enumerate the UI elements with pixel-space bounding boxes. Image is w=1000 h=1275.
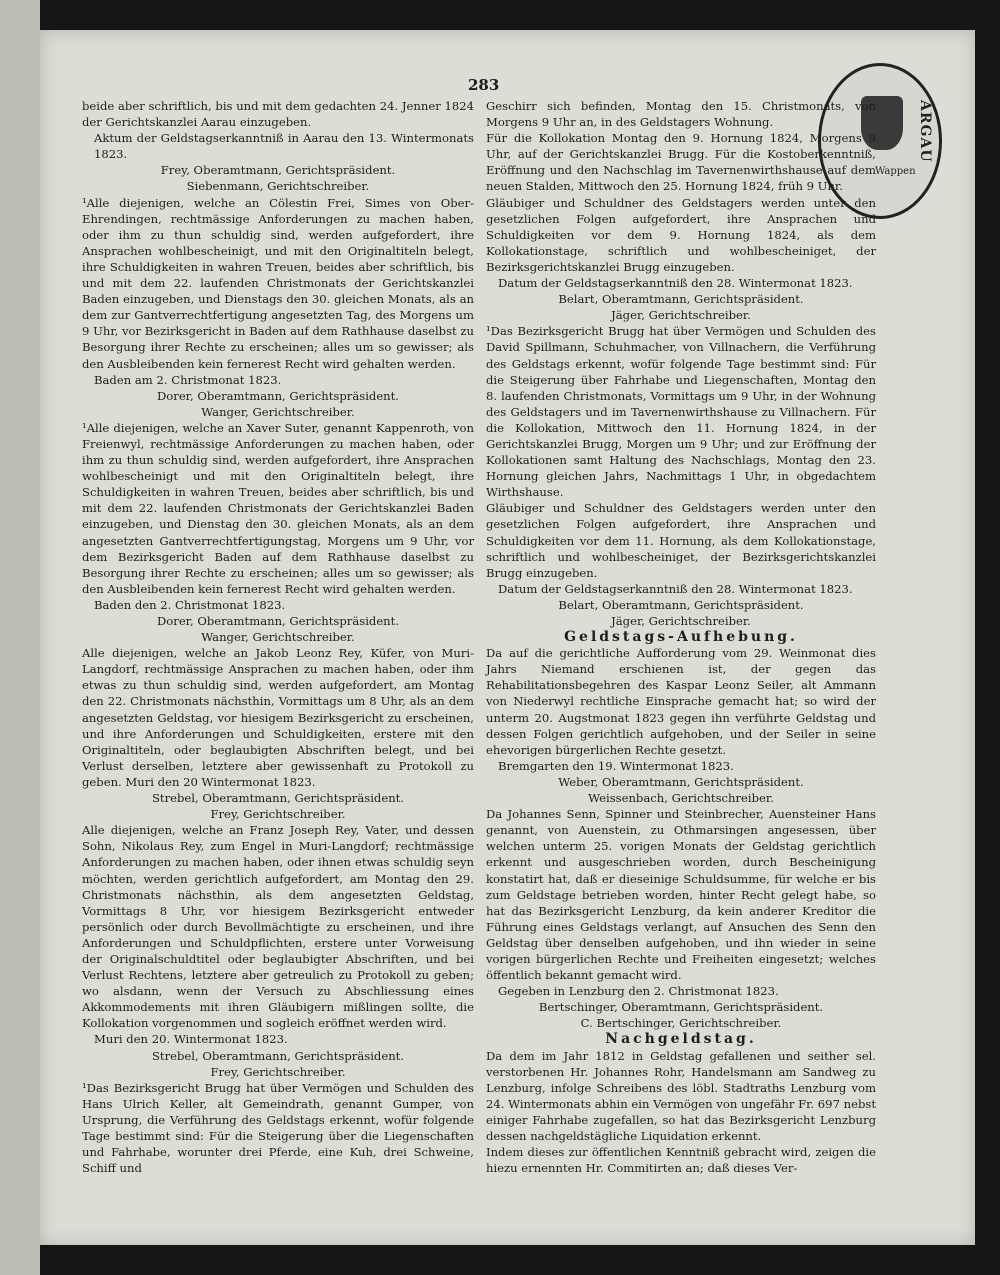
notice-paragraph: Gläubiger und Schuldner des Geldstagers werden unter den gesetzlichen Folgen aufgefordert, ihre Ansprachen und Schuldigkeiten vor dem 9. Hornung 1824, als dem Kollokationstage, schriftlich und wohlbescheiniget, der Bezirksgerichtskanzlei Brugg einzugeben. [486,195,876,274]
notice-paragraph: Da auf die gerichtliche Aufforderung vom 29. Weinmonat dies Jahrs Niemand erschienen ist, der gegen das Rehabilitationsbegehren des Kaspar Leonz Seiler, alt Ammann von Niederwyl rechtliche Einsprache gemacht hat; so wird der unterm 20. Augstmonat 1823 gegen ihn verführte Geldstag und dessen Folgen gerichtlich aufgehoben, und der Seiler in seine ehevorigen bürgerlichen Rechte gesetzt. [486,646,876,757]
notice-paragraph: Alle diejenigen, welche an Franz Joseph Rey, Vater, und dessen Sohn, Nikolaus Rey, zum Engel in Muri-Langdorf; rechtmässige Anforderungen zu machen haben, oder ihnen etwas schuldig seyn möchten, werden gerichtlich aufgefordert, am Montag den 29. Christmonats nächsthin, als dem angesetzten Geldstag, Vormittags 8 Uhr, vor hiesigem Bezirksgericht entweder persönlich oder durch Bevollmächtigte zu erscheinen, und ihre Anforderungen und Schuldpflichten, erstere unter Vorweisung der Originalschuldtitel oder beglaubigter Abschriften, und bei Verlust Rechtens, letztere aber getreulich zu Protokoll zu geben; wo alsdann, wenn der Versuch zu Abschliessung eines Akkommodements mit ihren Gläubigern mißlingen sollte, die Kollokation vorgenommen und sogleich eröffnet werden wird. [82,823,474,1031]
notice-paragraph: ¹Alle diejenigen, welche an Cölestin Frei, Simes von Ober-Ehrendingen, rechtmässige Anforderungen zu machen haben, oder ihm zu thun schuldig sind, werden aufgefordert, ihre Ansprachen wohlbescheinigt, und mit den Originaltiteln belegt, ihre Schuldigkeiten in wahren Treuen, beides aber schriftlich, bis und mit dem 22. laufenden Christmonats der Gerichtskanzlei Baden einzugeben, und Dienstags den 30. gleichen Monats, als an dem zur Gantverrechtfertigung angesetzten Tag, des Morgens um 9 Uhr, vor Bezirksgericht in Baden auf dem Rathhause daselbst zu Besorgung ihrer Rechte zu erscheinen; alles um so gewisser; als den Ausbleibenden kein fernerest Recht wird gehalten werden. [82,195,474,371]
dateline: Bremgarten den 19. Wintermonat 1823. [498,758,734,773]
dateline: Baden den 2. Christmonat 1823. [94,597,286,612]
dateline: Datum der Geldstagserkanntniß den 28. Wintermonat 1823. [498,581,853,596]
page-number: 283 [468,76,500,94]
stamp-text: ARGAU [917,100,933,163]
signature-line: Dorer, Oberamtmann, Gerichtspräsident. [157,614,399,628]
signature-line: Siebenmann, Gerichtschreiber. [186,179,370,194]
signature-line: Weber, Oberamtmann, Gerichtspräsident. [558,774,804,789]
signature-line: Belart, Oberamtmann, Gerichtspräsident. [558,597,804,612]
dateline: Baden am 2. Christmonat 1823. [94,372,282,387]
notice-paragraph: ¹Das Bezirksgericht Brugg hat über Vermögen und Schulden des David Spillmann, Schuhmacher, von Villnachern, die Verführung des Geldstags erkennt, wofür folgende Tage bestimmt sind: Für die Steigerung über Fahrhabe und Liegenschaften, Montag den 8. laufenden Christmonats, Vormittags um 9 Uhr, in der Wohnung des Geldstagers und im Tavernenwirthshause zu Villnachern. Für die Kollokation, Mittwoch den 11. Hornung 1824, in der Gerichtskanzlei Brugg, Morgen um 9 Uhr; und zur Eröffnung der Kollokationen samt Haltung des Nachschlags, Montag den 23. Hornung gleichen Jahrs, Nachmittags 1 Uhr, in obgedachtem Wirthshause. [486,324,876,500]
signature-line: Weissenbach, Gerichtschreiber. [588,791,774,806]
signature-line: Strebel, Oberamtmann, Gerichtspräsident. [151,1048,405,1063]
dateline: Gegeben in Lenzburg den 2. Christmonat 1823. [498,984,779,999]
dateline: Muri den 20. Wintermonat 1823. [94,1032,288,1047]
signature-line: Bertschinger, Oberamtmann, Gerichtspräsident. [538,1000,824,1015]
signature-line: Belart, Oberamtmann, Gerichtspräsident. [558,292,804,307]
signature-line: Wanger, Gerichtschreiber. [201,404,355,419]
notice-paragraph: Da dem im Jahr 1812 in Geldstag gefallenen und seither sel. verstorbenen Hr. Johannes Rohr, Handelsmann am Sandweg zu Lenzburg, infolge Schreibens des löbl. Stadtraths Lenzburg vom 24. Wintermonats abhin ein Vermögen von ungefähr Fr. 697 nebst einiger Fahrhabe zugefallen, so hat das Bezirksgericht Lenzburg dessen nachgeldstägliche Liquidation erkennt. [486,1048,876,1143]
notice-paragraph: Geschirr sich befinden, Montag den 15. Christmonats, von Morgens 9 Uhr an, in des Geldstagers Wohnung. [486,99,876,130]
signature-line: Strebel, Oberamtmann, Gerichtspräsident. [151,791,405,806]
left-column [82,98,474,1176]
right-column [486,98,876,1176]
signature-line: Jäger, Gerichtschreiber. [611,308,751,323]
stamp-subtext: Wappen [875,166,916,177]
section-heading: Geldstags-Aufhebung. [564,629,798,646]
signature-line: Wanger, Gerichtschreiber. [201,630,355,645]
dateline: Aktum der Geldstagserkanntniß in Aarau den 13. Wintermonats 1823. [94,131,474,162]
signature-line: Frey, Gerichtschreiber. [210,807,346,822]
dateline: Datum der Geldstagserkanntniß den 28. Wintermonat 1823. [498,276,853,291]
notice-paragraph: Alle diejenigen, welche an Jakob Leonz Rey, Küfer, von Muri-Langdorf, rechtmässige Ansprachen zu machen haben, oder ihm etwas zu thun schuldig sind, werden aufgefordert, am Montag den 22. Christmonats nächsthin, Vormittags um 8 Uhr, als an dem angesetzten Geldstag, vor hiesigem Bezirksgericht zu erscheinen, und ihre Anforderungen und Schuldigkeiten, erstere mit den Originaltiteln, oder beglaubigten Abschriften belegt, und bei Verlust derselben, letztere aber gewissenhaft zu Protokoll zu geben. Muri den 20 Wintermonat 1823. [82,646,474,789]
notice-paragraph: Für die Kollokation Montag den 9. Hornung 1824, Morgens 9 Uhr, auf der Gerichtskanzlei Brugg. Für die Kostoberkenntniß, Eröffnung und den Nachschlag im Tavernenwirthshause auf dem neuen Stalden, Mittwoch den 25. Hornung 1824, früh 9 Uhr. [486,131,876,194]
signature-line: Frey, Oberamtmann, Gerichtspräsident. [160,163,396,178]
notice-paragraph: Da Johannes Senn, Spinner und Steinbrecher, Auensteiner Hans genannt, von Auenstein, zu Othmarsingen angesessen, über welchen unterm 25. vorigen Monats der Geldstag gerichtlich erkennt und ausgeschrieben worden, durch Bescheinigung konstatirt hat, daß er dieseinige Schuldsumme, für welche er bis zum Geldstage betrieben worden, hinter Recht gelegt habe, so hat das Bezirksgericht Lenzburg, da kein anderer Kreditor die Führung eines Geldstags verlangt, auf Ansuchen des Senn den Geldstag über denselben aufgehoben, und ihn wieder in seine vorigen bürgerlichen Rechte und Freiheiten eingesetzt; welches öffentlich bekannt gemacht wird. [486,807,876,983]
notice-paragraph: Gläubiger und Schuldner des Geldstagers werden unter den gesetzlichen Folgen aufgefordert, ihre Ansprachen und Schuldigkeiten vor dem 11. Hornung, als dem Kollokationstage, schriftlich und wohlbescheiniget, der Bezirksgerichtskanzlei Brugg einzugeben. [486,501,876,580]
book-spine [0,0,40,1275]
section-heading: Nachgeldstag. [605,1031,757,1048]
signature-line: Frey, Gerichtschreiber. [210,1064,346,1079]
notice-paragraph: Indem dieses zur öffentlichen Kenntniß gebracht wird, zeigen die hiezu ernennten Hr. Commitirten an; daß dieses Ver- [486,1145,876,1176]
notice-paragraph: ¹Alle diejenigen, welche an Xaver Suter, genannt Kappenroth, von Freienwyl, rechtmässige Anforderungen zu machen haben, oder ihm zu thun schuldig sind, werden aufgefordert, ihre Ansprachen wohlbescheinigt und mit den Originaltiteln belegt, ihre Schuldigkeiten in wahren Treuen, beides aber schriftlich, bis und mit dem 22. laufenden Christmonats der Gerichtskanzlei Baden einzugeben, und Dienstag den 30. gleichen Monats, als an dem angesetzten Gantverrechtfertigungstag, Morgens um 9 Uhr, vor dem Bezirksgericht Baden auf dem Rathhause daselbst zu Besorgung ihrer Rechte zu erscheinen; alles um so gewisser; als den Ausbleibenden kein fernerest Recht wird gehalten werden. [82,420,474,596]
notice-paragraph: beide aber schriftlich, bis und mit dem gedachten 24. Jenner 1824 der Gerichtskanzlei Aarau einzugeben. [82,99,474,130]
notice-paragraph: ¹Das Bezirksgericht Brugg hat über Vermögen und Schulden des Hans Ulrich Keller, alt Gemeindrath, genannt Gumper, von Ursprung, die Verführung des Geldstags erkennt, wofür folgende Tage bestimmt sind: Für die Steigerung über die Liegenschaften und Fahrhabe, worunter drei Pferde, eine Kuh, drei Schweine, Schiff und [82,1080,474,1176]
signature-line: Dorer, Oberamtmann, Gerichtspräsident. [157,388,399,403]
signature-line: Jäger, Gerichtschreiber. [611,614,751,628]
signature-line: C. Bertschinger, Gerichtschreiber. [580,1016,782,1031]
